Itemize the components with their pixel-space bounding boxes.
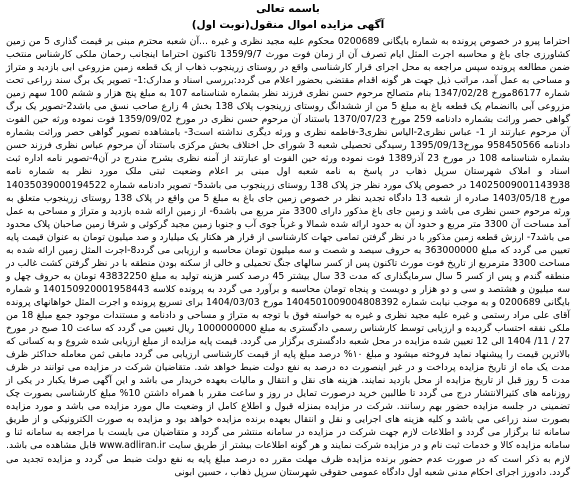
basmala-title: باسمه تعالی (256, 3, 320, 15)
notice-title: آگهی مزایده اموال منقول(نوبت اول) (191, 19, 385, 31)
notice-body: احتراما پیرو در خصوص پرونده به شماره بایگانی 0200689 محکوم علیه مجید نظری و غیره ...آن شعبه محترم مبنی بر قیمت گذاری 5 من زمین کشاورزی جای باغ و محاسبه اجرت المثل ایام تصرف آن از زمان فوت مورث 1359/9/7 تاکنون احتراما اینجانب رحمان ملکی کارشناس منتخب ضمن مطالعه پرونده سپس مراجعه به محل اجرای قرار کارشناسی واقع در روستای زرینجوب ذهاب از یک قطعه زمین مزروعی ابی بازدید و متراژ و مساحی به عمل آمد، مراتب ذیل جهت هر گونه اقدام مقتضی بحضور اعلام می گردد:بررسی اسناد و مدارک:1- تصویر یک برگ سند زراعی تحت شماره 86177مورخ 1347/02/28 بنام متصالح مرحوم حسن نظری فرزند نظر بشماره شناسنامه 107 به مبلغ پنج هزار و ششم 100 سهم زمین مزروعی آبی باانضمام یک قطعه باغ به مبلغ 5 من از ششدانگ روستای زرینجوب پلاک 138 بخش 4 زارع صاحب نسق می باشد2-تصویر یک برگ گواهی حصر وراثت بشماره دادنامه 259 مورخ 1370/07/23 باستناد آن مرحوم حسن نظری در مورخ 1359/09/02 فوت نموده ورثه حین الفوت آن مرحوم عبارتند از 1- عباس نظری2-الیاس نظری3-فاطمه نظری و ورثه دیگری نداشته است3- بامشاهده تصویر گواهی حصر وراثت بشماره دادنامه 958450566 مورخ1395/09/13 رسیدگی تحصیلی شعبه 3 شورای حل اختلاف بخش مرکزی باستناد آن مرحوم عباس نظری فرزند حسن بشماره شناسنامه 108 در مورخ 23 آذر1389 فوت نموده ورثه حین الفوت او عبارتند از آمنه نظری بشرح مندرج در آن4-تصویر نامه اداره ثبت اسناد و املاک شهرستان سرپل ذهاب در پاسخ به نامه شعبه اول مبنی بر اعلام وضعیت ثبتی ملک مورد نظر به شماره نامه 14025009001143938 در خصوص پلاک مورد نظر جز پلاک 138 روستای زرینجوب می باشد5- تصویر دادنامه شماره 14035039000194522 مورخ 1403/05/18 صادره از شعبه 13 دادگاه تجدید نظر در خصوص زمین جای باغ به مبلغ 5 من واقع در پلاک 138 روستای زرینجوب متعلق به ورثه مرحوم حسن نظری می باشد و زمین جای باغ مذکور دارای 3300 متر مربع می باشد6- از زمین ارائه شده بازدید و متراژ و مساحی به عمل آمد مساحت آن 3300 متر مربع و حدود آن به حدود ارائه شده شمالا و غرباً جوی آب و جنوبا زمین مجید گرکوئی و شرقا زمین صاحبان پلاک محدود می باشد7- ارزش قطعه زمین مذکور با در نظر گرفتن تمامی جهات کارشناسی از قرار هر هکتار یک میلیارد و صد میلیون تومان به عنوان قیمت پایه تعیین می گردد که مبلغ 363000000 به حروف سیصد و شصت و سه میلیون تومان محاسبه و ارزیابی می گردد8-اجرت المثل زمین ارائه شده به مساحت 3300 مترمربع از تاریخ فوت مورث تاکنون پس از کسر سالهای جنگ تحمیلی و خالی از سکنه بودن منطقه با در نظر گرفتن کشت غالب در منطقه گندم و پس از کسر 5 سال سرمایگذاری که مدت 33 سال بیشتر 45 درصد کسر هزینه تولید به مبلغ 43832250 تومان به حروف چهل و سه میلیون و هشتصد و سی و دو هزار و دویست و پنجاه تومان محاسبه و برآورد می گردد به پرونده کلاسه 140150920001958443 و شماره بایگانی 0200689 و به موجب نیابت شماره 1404501009004808392 مورخ 1404/03/03 برای تسریع پرونده و اجرت المثل خواهانهای پرونده آقای علی مراد رستمی و غیره علیه مجید نظری و غیره به خواسته فوق با توجه به متراژ و مساحی و دادنامه و مستندات موجود جمع مبلغ 18 من ملکی نفقه احتساب گردیده و ارزیابی توسط کارشناس رسمی دادگستری به مبلغ 1000000000 ریال تعیین می گردد که ساعت 10 صبح در مورخ 27 / 11/ 1404 الی 12 تعیین شده مزایده در محل شعبه دادگستری برگزار می گردد. قیمت پایه مزایده از مبلغ ارزیابی شده شروع و به کسانی که بالاترین قیمت را پیشنهاد نماید فروخته میشود و مبلغ ١٠% درصد مبلغ پایه از قیمت کارشناسی ارزیابی می گردد مابقی ثمن معامله حداکثر ظرف مدت یک ماه از تاریخ مزایده پرداخت و در غیر اینصورت ده درصد به نفع دولت ضبط خواهد شد. متقاضیان شرکت در مزایده می توانند در ظرف مدت 5 روز قبل از تاریخ مزایده از محل بازدید نمایند. هزینه های نقل و انتقال و مالیات بعهده خریدار می باشد و این آگهی صرفا یکبار در یکی از روزنامه های کثیرالانتشار درج می گردد تا طالبین خرید درصورت تمایل در روز و ساعت مقرر با همراه داشتن 10% مبلغ کارشناسی بصورت چک تضمینی در جلسه مزایده حضور بهم رسانند. شرکت در مزایده بمنزله قبول و اطلاع کامل از وضعیت مال مورد مزایده می باشد و مورد مزایده بصورت سند زراعی می باشد و کلیه هزینه های اجرایی و نقل و انتقال بعهده برنده مزایده خواهد بود و مزایده به صورت الکترونیکی و از طریق سامانه ثنا برگزار می گردد و اطلاعات لازم جهت شرکت در مزایده در سامانه منتشر می گردد و متقاضیان می بایست با مراجعه به سامانه ثنا و سامانه مزایده کالا و خدمات ثبت نام و در مزایده شرکت نمایند و هر گونه اطلاعات بیشتر از طریق سایت www.adliran.ir قابل مشاهده می باشد. لازم به ذکر است که در صورت عدم حضور برنده مزایده ظرف مهلت مقرر ده درصد مبلغ پایه به نفع دولت ضبط می گردد و مزایده تجدید می گردد. دادورز اجرای احکام مدنی شعبه اول دادگاه عمومی حقوقی شهرستان سرپل ذهاب ، حسین ابونی (6, 36, 571, 478)
notice-header (6, 1, 570, 33)
